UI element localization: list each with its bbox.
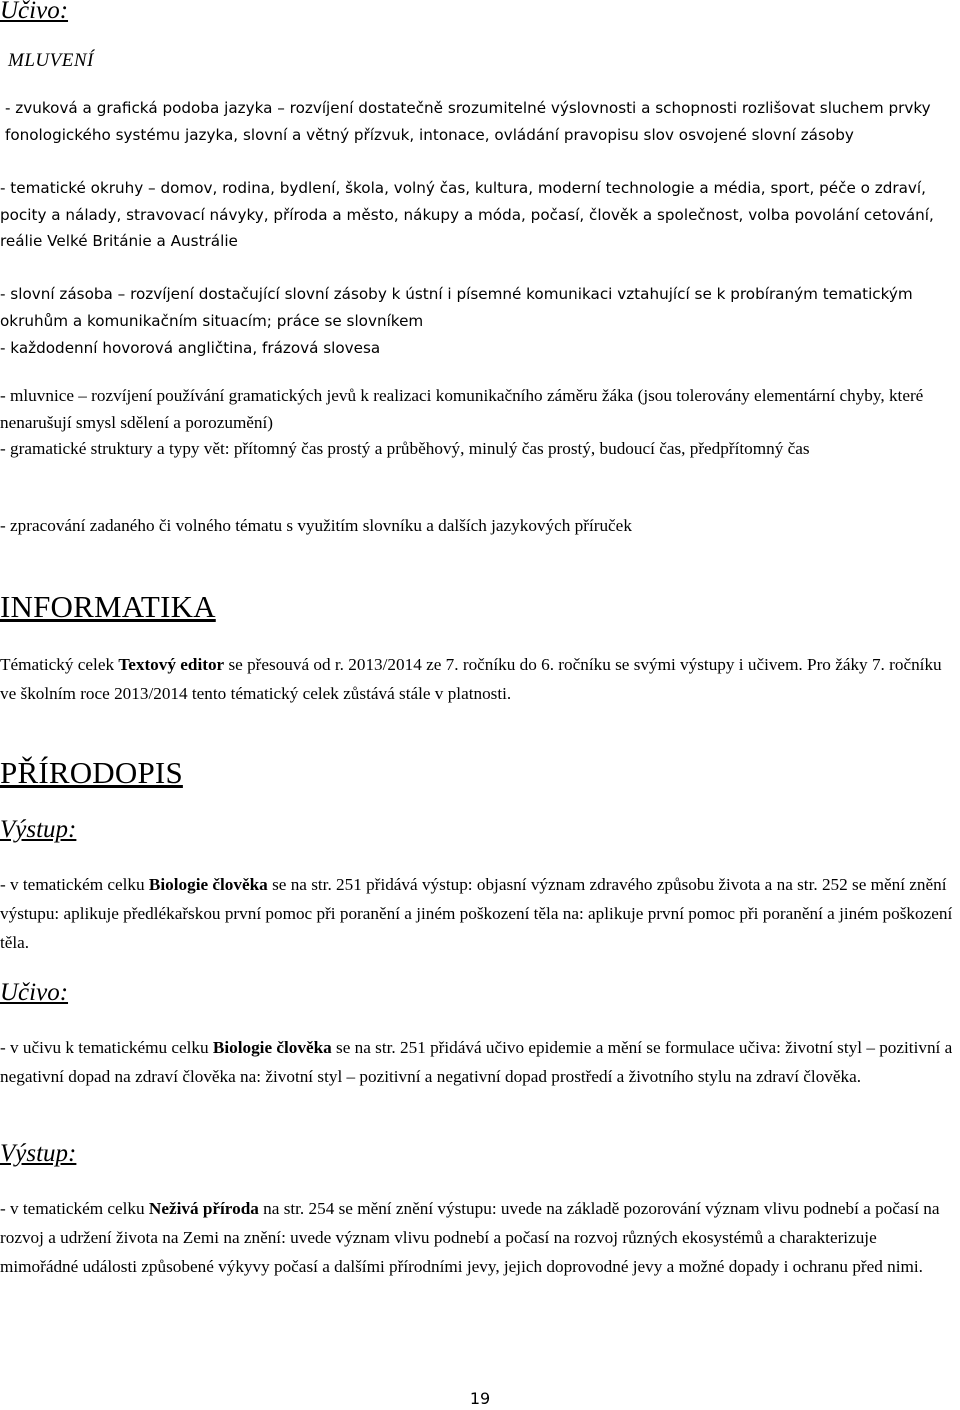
mluveni-label: MLUVENÍ — [8, 50, 94, 71]
vystup-2-text-1: - v tematickém celku — [0, 1199, 149, 1218]
vystup-2-text-2: na str. 254 se mění znění výstupu: uvede na základě pozorování význam vlivu podnebí a počasí na rozvoj a udržení života na Zemi na znění: uvede význam vlivu podnebí a počasí na rozvoj různých ekosystémů a charakterizuje mimořádné události způsobené výkyvy počasí a dalšími přírodními jevy, jejich doprovodné jevy a možné dopady i ochranu před nimi. — [0, 1199, 940, 1276]
vystup-1-paragraph — [0, 870, 958, 957]
ucivo-text-2: se na str. 251 přidává učivo epidemie a mění se formulace učiva: životní styl – pozitivní a negativní dopad na zdraví člověka na: životní styl – pozitivní a negativní dopad prostředí a životního stylu na zdraví člověka. — [0, 1038, 953, 1086]
ucivo-text-1: - v učivu k tematickému celku — [0, 1038, 213, 1057]
mluveni-paragraph-6: - gramatické struktury a typy vět: přítomný čas prostý a průběhový, minulý čas prostý, budoucí čas, předpřítomný čas — [0, 439, 810, 458]
heading-informatika: INFORMATIKA — [0, 589, 216, 624]
mluveni-paragraph-2: - tematické okruhy – domov, rodina, bydlení, škola, volný čas, kultura, moderní technologie a média, sport, péče o zdraví, pocity a nálady, stravovací návyky, příroda a město, nákupy a móda, počasí, člověk a společnost, volba povolání cetování, reálie Velké Británie a Austrálie — [0, 179, 934, 250]
mluveni-paragraph-5: - mluvnice – rozvíjení používání gramatických jevů k realizaci komunikačního záměru žáka (jsou tolerovány elementární chyby, které nenarušují smysl sdělení a porozumění) — [0, 386, 924, 432]
heading-prirodopis: PŘÍRODOPIS — [0, 755, 183, 790]
mluveni-paragraph-7: - zpracování zadaného či volného tématu s využitím slovníku a dalších jazykových příruček — [0, 516, 632, 535]
vystup-1-text-1: - v tematickém celku — [0, 875, 149, 894]
informatika-text-1: Tématický celek — [0, 655, 119, 674]
informatika-paragraph — [0, 650, 958, 708]
heading-vystup-1: Výstup: — [0, 816, 77, 843]
mluveni-paragraph-1: - zvuková a grafická podoba jazyka – rozvíjení dostatečně srozumitelné výslovnosti a schopnosti rozlišovat sluchem prvky fonologického systému jazyka, slovní a větný přízvuk, intonace, ovládání pravopisu slov osvojené slovní zásoby — [5, 99, 931, 144]
informatika-bold-textovy-editor: Textový editor — [118, 655, 225, 674]
vystup-2-bold-neziva-priroda: Neživá příroda — [148, 1199, 259, 1218]
vystup-2-paragraph — [0, 1194, 958, 1281]
vystup-1-text-2: se na str. 251 přidává výstup: objasní význam zdravého způsobu života a na str. 252 se mění znění výstupu: aplikuje předlékařskou první pomoc při poranění a jiném poškození těla na: aplikuje první pomoc při poranění a jiném poškození těla. — [0, 875, 953, 952]
mluveni-paragraph-3: - slovní zásoba – rozvíjení dostačující slovní zásoby k ústní i písemné komunikaci vztahující se k probíraným tematickým okruhům a komunikačním situacím; práce se slovníkem — [0, 285, 913, 330]
vystup-1-bold-biologie: Biologie člověka — [148, 875, 268, 894]
ucivo-bold-biologie: Biologie člověka — [212, 1038, 332, 1057]
mluveni-paragraph-4: - každodenní hovorová angličtina, frázová slovesa — [0, 339, 381, 357]
heading-vystup-2: Výstup: — [0, 1140, 77, 1167]
informatika-text-2: se přesouvá od r. 2013/2014 ze 7. ročníku do 6. ročníku se svými výstupy i učivem. Pro žáky 7. ročníku ve školním roce 2013/2014 tento tématický celek zůstává stále v platnosti. — [0, 655, 942, 703]
heading-ucivo-top: Učivo: — [0, 0, 69, 24]
ucivo-paragraph — [0, 1033, 958, 1091]
page-number: 19 — [469, 1389, 491, 1408]
heading-ucivo: Učivo: — [0, 979, 69, 1006]
